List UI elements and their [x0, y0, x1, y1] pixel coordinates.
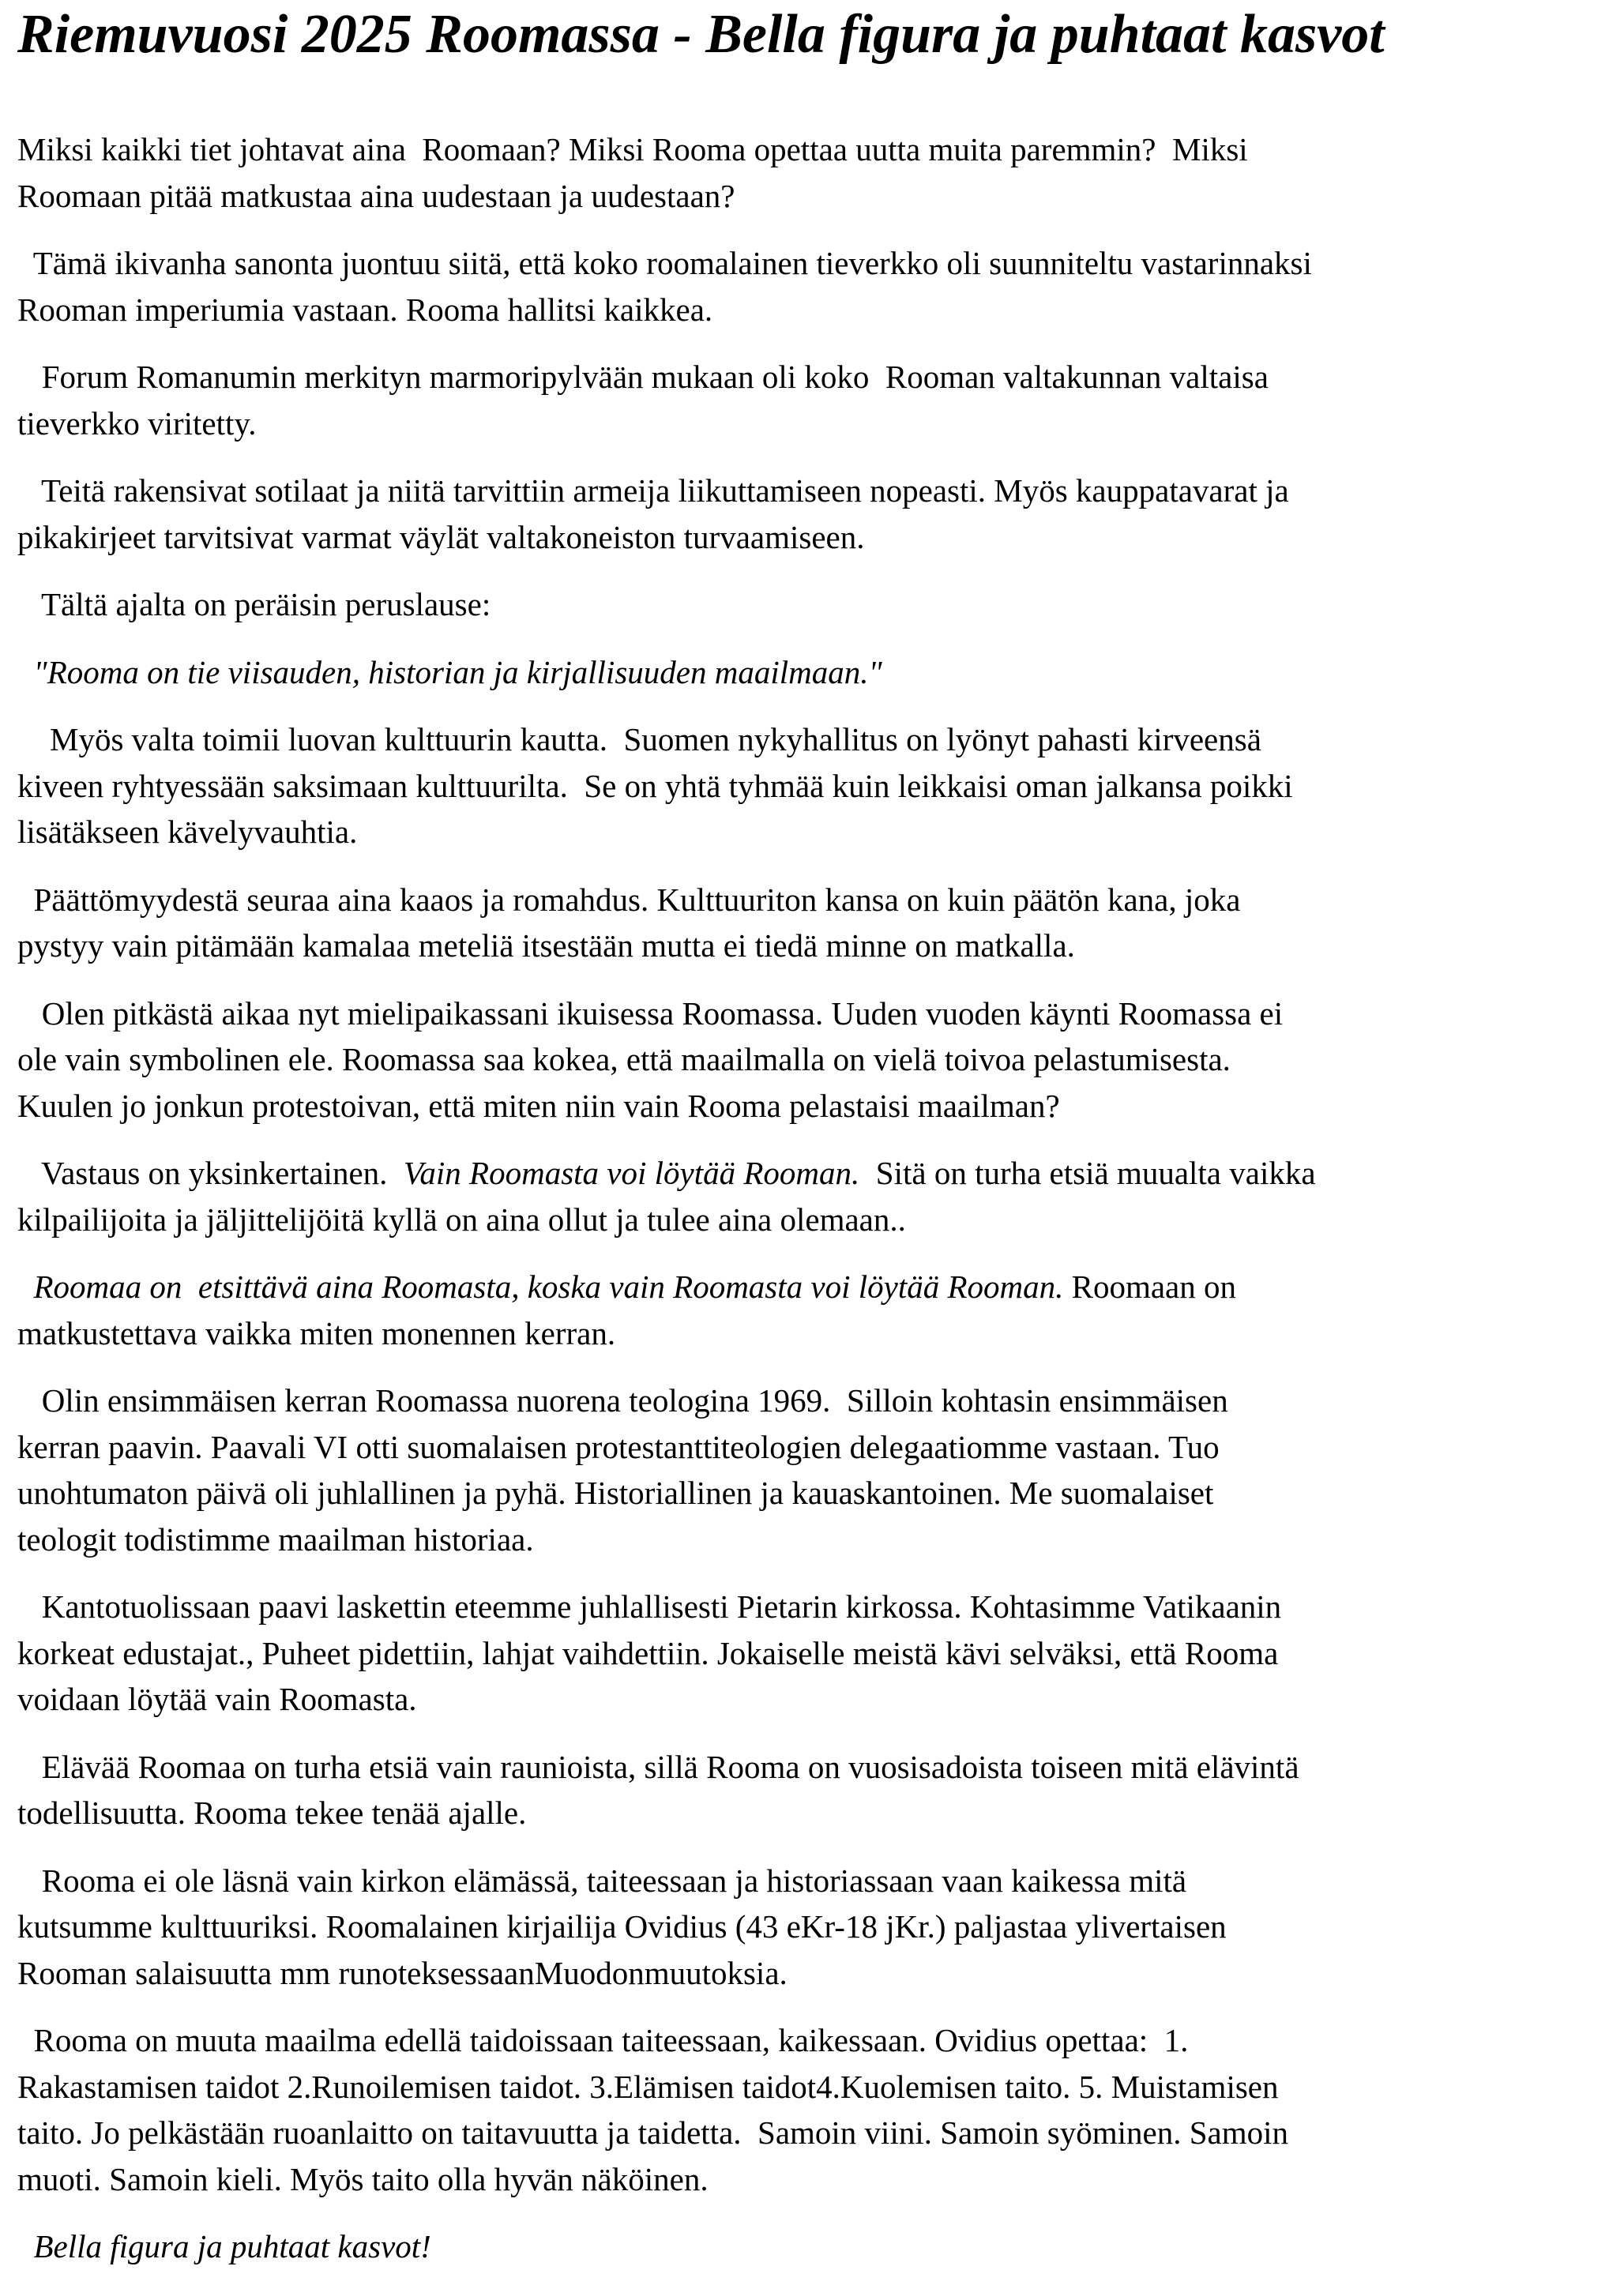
paragraph [17, 877, 1607, 969]
text-line [17, 1516, 1607, 1563]
text-line [17, 1744, 1607, 1791]
text-line [17, 1470, 1607, 1516]
text-line [17, 2017, 1607, 2064]
paragraph [17, 1150, 1607, 1242]
text-line [17, 2223, 1607, 2270]
text-run: Vastaus on yksinkertainen. [17, 1155, 404, 1191]
paragraph [17, 990, 1607, 1129]
paragraph [17, 1744, 1607, 1836]
text-line [17, 1036, 1607, 1083]
text-run: tieverkko viritetty. [17, 404, 257, 442]
text-run: matkustettava vaikka miten monennen kerran. [17, 1314, 616, 1351]
paragraph [17, 468, 1607, 560]
text-run: ole vain symbolinen ele. Roomassa saa kokea, että maailmalla on vielä toivoa pelastumisesta. [17, 1041, 1231, 1077]
paragraph [17, 1377, 1607, 1562]
paragraph [17, 1264, 1607, 1356]
text-line [17, 1950, 1607, 1997]
paragraph [17, 581, 1607, 628]
paragraph [17, 649, 1607, 696]
text-run: Teitä rakensivat sotilaat ja niitä tarvittiin armeija liikuttamiseen nopeasti. Myös kauppatavarat ja [17, 472, 1289, 509]
text-run: Rooma ei ole läsnä vain kirkon elämässä, taiteessaan ja historiassaan vaan kaikessa mitä [17, 1862, 1187, 1899]
text-run: Olin ensimmäisen kerran Roomassa nuorena teologina 1969. Silloin kohtasin ensimmäisen [17, 1382, 1228, 1419]
text-line [17, 1424, 1607, 1471]
paragraph [17, 2223, 1607, 2270]
text-line [17, 354, 1607, 400]
text-line [17, 990, 1607, 1037]
text-line [17, 1310, 1607, 1357]
text-line [17, 468, 1607, 514]
text-line [17, 716, 1607, 763]
text-line [17, 1858, 1607, 1904]
text-run: unohtumaton päivä oli juhlallinen ja pyhä. Historiallinen ja kauaskantoinen. Me suomalaiset [17, 1475, 1214, 1511]
text-line [17, 514, 1607, 561]
text-line [17, 126, 1607, 173]
text-run: Olen pitkästä aikaa nyt mielipaikassani ikuisessa Roomassa. Uuden vuoden käynti Roomassa ei [17, 994, 1284, 1032]
text-run: teologit todistimme maailman historiaa. [17, 1520, 534, 1558]
text-run: Myös valta toimii luovan kulttuurin kautta. Suomen nykyhallitus on lyönyt pahasti kirveensä [17, 721, 1261, 757]
text-run: kerran paavin. Paavali VI otti suomalaisen protestanttiteologien delegaatiomme vastaan. Tuo [17, 1428, 1220, 1465]
text-line [17, 240, 1607, 287]
text-line [17, 923, 1607, 969]
text-run: Päättömyydestä seuraa aina kaaos ja romahdus. Kulttuuriton kansa on kuin päätön kana, joka [17, 881, 1241, 918]
paragraph [17, 354, 1607, 446]
text-line [17, 2156, 1607, 2203]
text-run: kutsumme kulttuuriksi. Roomalainen kirjailija Ovidius (43 eKr-18 jKr.) paljastaa ylivertaisen [17, 1908, 1227, 1945]
text-line [17, 287, 1607, 333]
text-run: Rooman salaisuutta mm runoteksessaanMuodonmuutoksia. [17, 1954, 788, 1991]
text-line [17, 2110, 1607, 2156]
text-line [17, 1790, 1607, 1836]
text-line [17, 1197, 1607, 1243]
paragraph [17, 716, 1607, 855]
italic-text-run: Roomaa on etsittävä aina Roomasta, koska vain Roomasta voi löytää Rooman. [17, 1268, 1064, 1305]
italic-text-run: Vain Roomasta voi löytää Rooman. [403, 1155, 860, 1191]
text-line [17, 649, 1607, 696]
text-line [17, 173, 1607, 220]
text-run: Rooma on muuta maailma edellä taidoissaan taiteessaan, kaikessaan. Ovidius opettaa: 1. [17, 2022, 1189, 2058]
text-run: Elävää Roomaa on turha etsiä vain raunioista, sillä Rooma on vuosisadoista toiseen mitä elävintä [17, 1748, 1299, 1785]
paragraph [17, 1584, 1607, 1723]
text-line [17, 1676, 1607, 1723]
text-run: Tältä ajalta on peräisin peruslause: [17, 586, 491, 622]
text-line [17, 1264, 1607, 1310]
document-title: Riemuvuosi 2025 Roomassa - Bella figura ja puhtaat kasvot [17, 4, 1385, 65]
text-run: Roomaan pitää matkustaa aina uudestaan ja uudestaan? [17, 177, 735, 214]
text-line [17, 1904, 1607, 1950]
article-body [17, 126, 1607, 2270]
text-run: voidaan löytää vain Roomasta. [17, 1681, 417, 1717]
text-run: Rakastamisen taidot 2.Runoilemisen taidot. 3.Elämisen taidot4.Kuolemisen taito. 5. Muistamisen [17, 2068, 1279, 2105]
text-run: Kantotuolissaan paavi laskettin eteemme juhlallisesti Pietarin kirkossa. Kohtasimme Vatikaanin [17, 1588, 1282, 1625]
paragraph [17, 240, 1607, 333]
text-run: Tämä ikivanha sanonta juontuu siitä, että koko roomalainen tieverkko oli suunniteltu vastarinnaksi [17, 245, 1312, 281]
italic-text-run: "Rooma on tie viisauden, historian ja kirjallisuuden maailmaan." [17, 653, 882, 690]
text-run: kilpailijoita ja jäljittelijöitä kyllä on aina ollut ja tulee aina olemaan.. [17, 1201, 906, 1238]
text-run: Sitä on turha etsiä muualta vaikka [859, 1155, 1316, 1191]
text-run: korkeat edustajat., Puheet pidettiin, lahjat vaihdettiin. Jokaiselle meistä kävi selväksi, että Rooma [17, 1634, 1279, 1671]
text-line [17, 1377, 1607, 1424]
text-run: Forum Romanumin merkityn marmoripylvään mukaan oli koko Rooman valtakunnan valtaisa [17, 359, 1269, 395]
text-run: lisätäkseen kävelyvauhtia. [17, 814, 358, 850]
text-line [17, 581, 1607, 628]
text-run: Miksi kaikki tiet johtavat aina Roomaan? Miksi Rooma opettaa uutta muita paremmin? Miksi [17, 131, 1248, 167]
text-run: muoti. Samoin kieli. Myös taito olla hyvän näköinen. [17, 2160, 709, 2197]
text-run: kiveen ryhtyessään saksimaan kulttuurilta. Se on yhtä tyhmää kuin leikkaisi oman jalkansa poikki [17, 767, 1293, 804]
text-line [17, 1584, 1607, 1630]
text-run: Kuulen jo jonkun protestoivan, että miten niin vain Rooma pelastaisi maailman? [17, 1087, 1060, 1124]
text-run: pystyy vain pitämään kamalaa meteliä itsestään mutta ei tiedä minne on matkalla. [17, 927, 1075, 964]
text-line [17, 400, 1607, 447]
text-line [17, 2064, 1607, 2110]
text-run: pikakirjeet tarvitsivat varmat väylät valtakoneiston turvaamiseen. [17, 518, 865, 555]
text-line [17, 1150, 1607, 1197]
text-run: todellisuutta. Rooma tekee tenää ajalle. [17, 1795, 527, 1831]
text-line [17, 809, 1607, 855]
text-line [17, 763, 1607, 810]
paragraph [17, 2017, 1607, 2202]
text-run: Rooman imperiumia vastaan. Rooma hallitsi kaikkea. [17, 291, 713, 328]
text-line [17, 877, 1607, 923]
italic-text-run: Bella figura ja puhtaat kasvot! [17, 2228, 431, 2264]
paragraph [17, 126, 1607, 219]
text-line [17, 1630, 1607, 1677]
text-run: taito. Jo pelkästään ruoanlaitto on taitavuutta ja taidetta. Samoin viini. Samoin syöminen. Samoin [17, 2114, 1288, 2151]
text-run: Roomaan on [1063, 1268, 1237, 1305]
paragraph [17, 1858, 1607, 1997]
text-line [17, 1083, 1607, 1129]
